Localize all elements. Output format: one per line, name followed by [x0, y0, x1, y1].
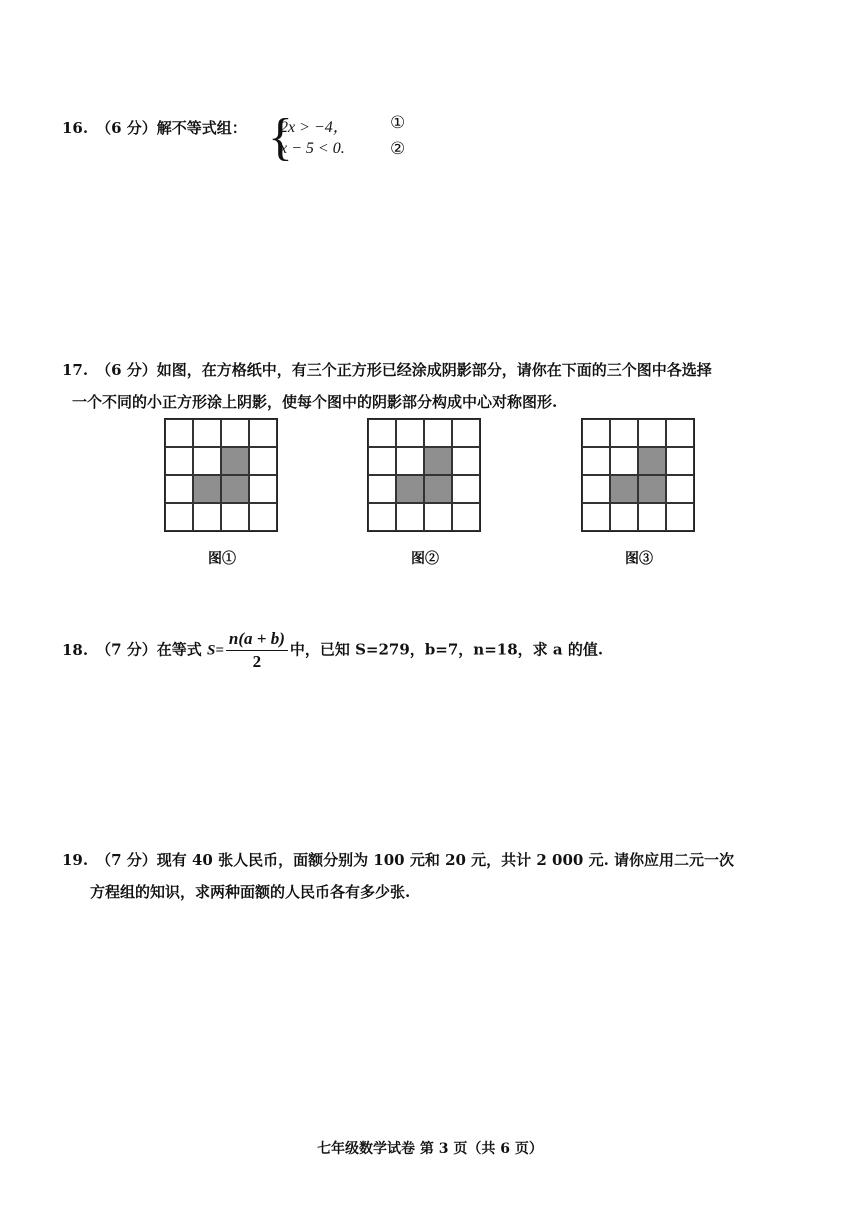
grid-cell-shaded[interactable]	[610, 475, 638, 503]
figure-label: 图②	[411, 551, 439, 567]
question-19	[62, 844, 822, 908]
grid-cell[interactable]	[424, 503, 452, 531]
fraction-numerator: n(a + b)	[226, 628, 288, 651]
grid-cell[interactable]	[452, 419, 480, 447]
grid-cell[interactable]	[582, 419, 610, 447]
grid-cell[interactable]	[638, 419, 666, 447]
grid-cell[interactable]	[452, 447, 480, 475]
grid-cell[interactable]	[582, 447, 610, 475]
inequality-1: 2x > −4，	[280, 119, 349, 136]
grid-cell[interactable]	[666, 447, 694, 475]
fraction-denominator: 2	[252, 652, 262, 671]
grid-cell[interactable]	[424, 419, 452, 447]
grid-cell[interactable]	[368, 503, 396, 531]
grid-cell[interactable]	[193, 503, 221, 531]
grid-cell[interactable]	[452, 475, 480, 503]
grid-cell-shaded[interactable]	[193, 475, 221, 503]
question-text: （6 分）解不等式组：	[96, 119, 247, 137]
figure-3	[581, 418, 697, 567]
question-text-suffix: 中，已知 S=279，b=7，n=18，求 a 的值.	[289, 640, 604, 659]
question-text-line2: 方程组的知识，求两种面额的人民币各有多少张.	[90, 883, 411, 901]
grid-cell[interactable]	[249, 447, 277, 475]
circled-one-marker: ①	[390, 113, 406, 133]
question-text-line1: （6 分）如图，在方格纸中，有三个正方形已经涂成阴影部分，请你在下面的三个图中各选择	[96, 361, 712, 379]
grid-cell-shaded[interactable]	[221, 447, 249, 475]
circled-two-marker: ②	[390, 139, 406, 159]
question-number: 17.	[62, 361, 89, 379]
grid-cell[interactable]	[396, 503, 424, 531]
question-number: 16.	[62, 119, 89, 137]
grid-cell[interactable]	[666, 475, 694, 503]
question-18	[62, 628, 603, 673]
grid-cell[interactable]	[666, 503, 694, 531]
grid-cell[interactable]	[165, 503, 193, 531]
brace-icon: {	[268, 109, 293, 166]
grid-cell[interactable]	[221, 503, 249, 531]
grid-cell[interactable]	[193, 419, 221, 447]
grid-cell[interactable]	[221, 419, 249, 447]
grid-cell-shaded[interactable]	[424, 447, 452, 475]
grid-cell[interactable]	[165, 419, 193, 447]
question-text-line2: 一个不同的小正方形涂上阴影，使每个图中的阴影部分构成中心对称图形.	[72, 393, 558, 411]
grid-cell[interactable]	[582, 503, 610, 531]
grid-cell-shaded[interactable]	[424, 475, 452, 503]
grid-cell[interactable]	[193, 447, 221, 475]
grid-cell[interactable]	[396, 419, 424, 447]
grid-cell-shaded[interactable]	[638, 475, 666, 503]
grid-cell[interactable]	[610, 419, 638, 447]
grid-cell[interactable]	[368, 475, 396, 503]
question-16	[62, 112, 247, 144]
question-text-line1: （7 分）现有 40 张人民币，面额分别为 100 元和 20 元，共计 2 000 元. 请你应用二元一次	[96, 851, 735, 869]
grid-cell[interactable]	[610, 503, 638, 531]
formula-lhs: S=	[207, 642, 224, 659]
question-number: 18.	[62, 640, 89, 659]
page-footer: 七年级数学试卷 第 3 页（共 6 页）	[317, 1141, 543, 1157]
grid-cell-shaded[interactable]	[396, 475, 424, 503]
grid-cell[interactable]	[610, 447, 638, 475]
grid-cell[interactable]	[249, 503, 277, 531]
grid-cell[interactable]	[396, 447, 424, 475]
figure-row	[0, 418, 860, 578]
question-17	[62, 354, 822, 418]
figure-1	[164, 418, 280, 567]
inequality-system	[268, 109, 468, 168]
question-number: 19.	[62, 851, 89, 869]
inequality-2: x − 5 < 0.	[280, 140, 345, 157]
grid-cell-shaded[interactable]	[638, 447, 666, 475]
grid-cell[interactable]	[165, 475, 193, 503]
grid-cell[interactable]	[666, 419, 694, 447]
grid-paper[interactable]	[164, 418, 278, 532]
fraction	[226, 628, 288, 673]
grid-cell-shaded[interactable]	[221, 475, 249, 503]
grid-cell[interactable]	[368, 447, 396, 475]
figure-label: 图③	[625, 551, 653, 567]
figure-label: 图①	[208, 551, 236, 567]
grid-cell[interactable]	[249, 475, 277, 503]
grid-paper[interactable]	[367, 418, 481, 532]
grid-cell[interactable]	[452, 503, 480, 531]
grid-cell[interactable]	[368, 419, 396, 447]
grid-cell[interactable]	[249, 419, 277, 447]
figure-2	[367, 418, 483, 567]
grid-cell[interactable]	[165, 447, 193, 475]
grid-cell[interactable]	[582, 475, 610, 503]
grid-cell[interactable]	[638, 503, 666, 531]
grid-paper[interactable]	[581, 418, 695, 532]
question-text-prefix: （7 分）在等式	[96, 640, 202, 659]
